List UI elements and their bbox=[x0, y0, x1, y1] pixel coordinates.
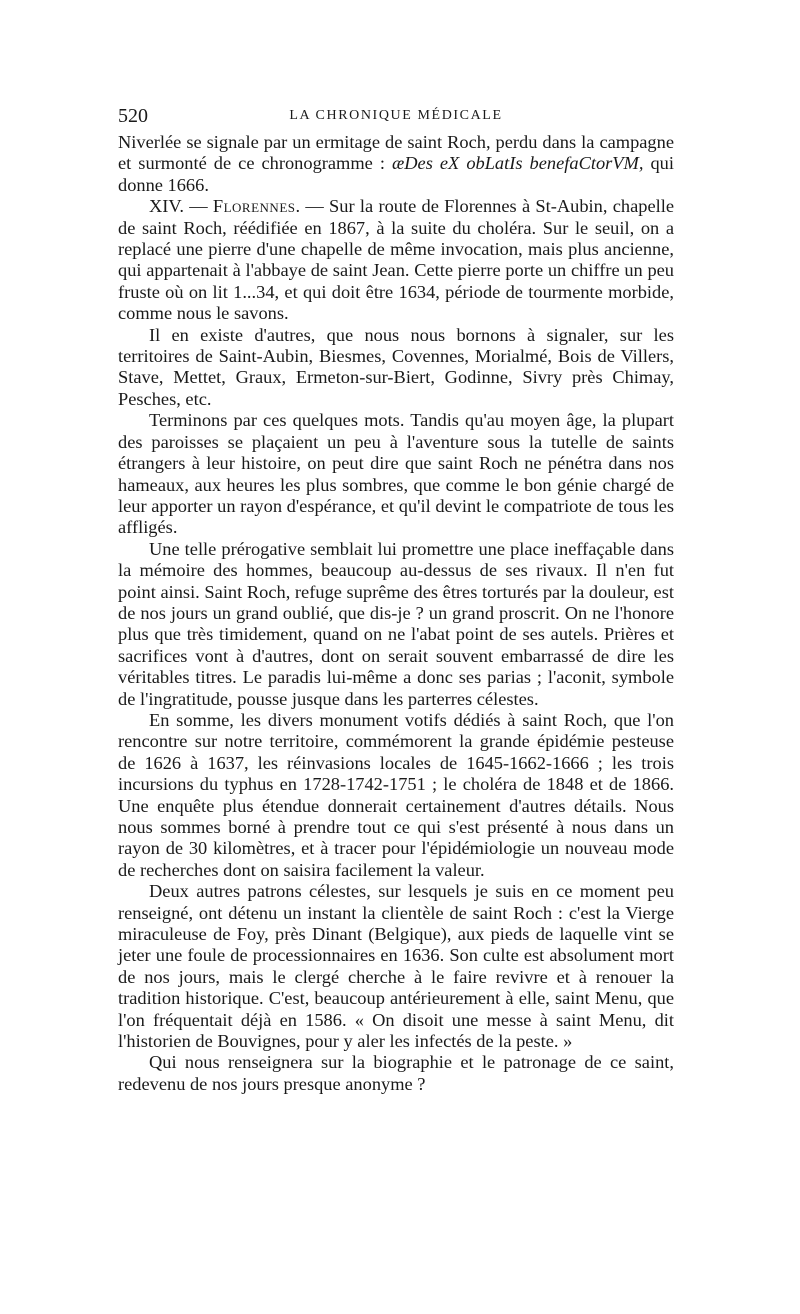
section-number: XIV. — bbox=[149, 196, 213, 217]
paragraph-conclusion bbox=[118, 410, 674, 538]
text-span: . — Sur la route de Florennes à St-Aubin, chapelle de saint Roch, réédifiée en 1867, à la suite du choléra. Sur le seuil, on a replacé une pierre d'une chapelle de même invocation, mais plus ancienne, qui appartenait à l'abbaye de saint Jean. Cette pierre porte un chiffre un peu fruste où on lit 1...34, et qui doit être 1634, période de tourmente morbide, comme nous le savons. bbox=[118, 196, 674, 324]
paragraph-other-territories bbox=[118, 325, 674, 411]
chronogram: æDes eX obLatIs benefaCtorVM, bbox=[392, 153, 644, 174]
section-heading: Florennes bbox=[212, 196, 296, 217]
document-page bbox=[118, 100, 674, 1095]
text-span: qui donne 1666. bbox=[118, 153, 674, 195]
text-span: Deux autres patrons célestes, sur lesquels je suis en ce moment peu renseigné, ont détenu un instant la clientèle de saint Roch : c'est la Vierge miraculeuse de Foy, près Dinant (Belgique), aux pieds de laquelle vint se jeter une foule de processionnaires en 1636. Son culte est absolument mort de nos jours, mais le clergé cherche à le faire revivre et à renouer la tradition historique. C'est, beaucoup antérieurement à elle, saint Menu, que l'on fréquentait déjà en 1586. « On disoit une messe à saint Menu, dit l'historien de Bouvignes, pour y aler les infectés de la peste. » bbox=[118, 881, 674, 1052]
text-span: Qui nous renseignera sur la biographie et le patronage de ce saint, redevenu de nos jours presque anonyme ? bbox=[118, 1052, 674, 1094]
journal-title: LA CHRONIQUE MÉDICALE bbox=[289, 108, 503, 123]
paragraph-prerogative bbox=[118, 539, 674, 710]
body-text bbox=[118, 132, 674, 1095]
paragraph-final-question bbox=[118, 1052, 674, 1095]
running-head bbox=[118, 100, 674, 132]
paragraph-florennes bbox=[118, 196, 674, 324]
text-span: Niverlée se signale par un ermitage de saint Roch, perdu dans la campagne et surmonté de ce chronogramme : bbox=[118, 132, 674, 174]
paragraph-other-patrons bbox=[118, 881, 674, 1052]
paragraph-summary bbox=[118, 710, 674, 881]
text-span: Une telle prérogative semblait lui promettre une place ineffaçable dans la mémoire des hommes, beaucoup au-dessus de ses rivaux. Il n'en fut point ainsi. Saint Roch, refuge suprême des êtres torturés par la douleur, est de nos jours un grand oublié, que dis-je ? un grand proscrit. On ne l'honore plus que très timidement, quand on ne l'abat point de ses autels. Prières et sacrifices vont à d'autres, dont on serait souvent embarrassé de dire les véritables titres. Le paradis lui-même a donc ses parias ; l'aconit, symbole de l'ingratitude, pousse jusque dans les parterres célestes. bbox=[118, 538, 674, 709]
text-span: Terminons par ces quelques mots. Tandis qu'au moyen âge, la plupart des paroisses se plaçaient un peu à l'aventure sous la tutelle de saints étrangers à leur histoire, on peut dire que saint Roch ne pénétra dans nos hameaux, aux heures les plus sombres, que comme le bon génie chargé de leur apporter un rayon d'espérance, et qu'il devint le compatriote de tous les affligés. bbox=[118, 410, 674, 538]
paragraph-niverlee bbox=[118, 132, 674, 196]
text-span: Il en existe d'autres, que nous nous bornons à signaler, sur les territoires de Saint-Aubin, Biesmes, Covennes, Morialmé, Bois de Villers, Stave, Mettet, Graux, Ermeton-sur-Biert, Godinne, Sivry près Chimay, Pesches, etc. bbox=[118, 324, 674, 409]
page-number: 520 bbox=[118, 105, 148, 127]
text-span: En somme, les divers monument votifs dédiés à saint Roch, que l'on rencontre sur notre territoire, commémorent la grande épidémie pesteuse de 1626 à 1637, les réinvasions locales de 1645-1662-1666 ; les trois incursions du typhus en 1728-1742-1751 ; le choléra de 1848 et de 1866. Une enquête plus étendue donnerait certainement d'autres détails. Nous nous sommes borné à prendre tout ce qui s'est présenté à nous dans un rayon de 30 kilomètres, et à tracer pour l'épidémiologie un nouveau mode de recherches dont on saisira facilement la valeur. bbox=[118, 709, 674, 880]
